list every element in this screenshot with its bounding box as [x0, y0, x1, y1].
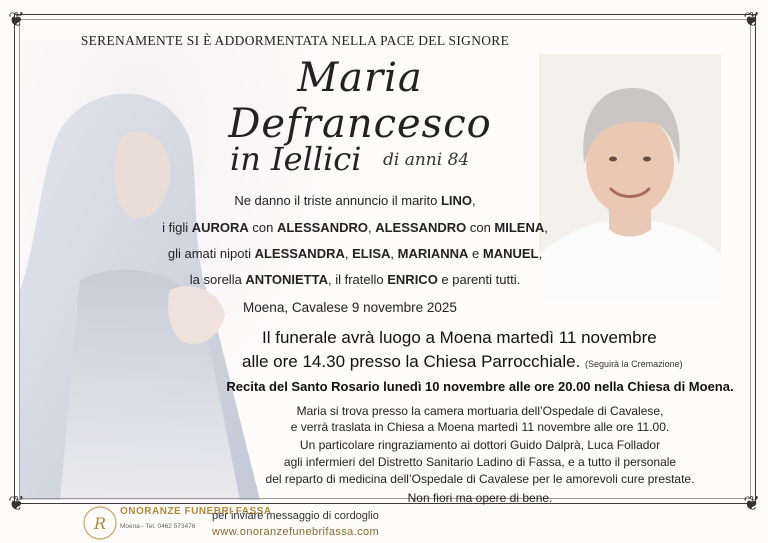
svg-text:R: R [93, 514, 107, 533]
announcement-line: Ne danno il triste annuncio il marito LINO, [234, 193, 476, 208]
announcement-line: i figli AURORA con ALESSANDRO, ALESSANDRO con MILENA, [162, 220, 548, 235]
brand-contact: Moena - Tel. 0462 573476 [120, 523, 196, 530]
place-date: Moena, Cavalese 9 novembre 2025 [243, 300, 457, 315]
brand-name: ONORANZE FUNEBRI FASSA [120, 506, 272, 517]
info-line: e verrà traslata in Chiesa a Moena martedì 11 novembre alle ore 11.00. [290, 420, 670, 434]
age-text: di anni 84 [383, 150, 470, 170]
info-line: Non fiori ma opere di bene. [407, 491, 553, 505]
flourish-icon: ❦ [743, 491, 760, 515]
rosary-line: Recita del Santo Rosario lunedì 10 novembre alle ore 20.00 nella Chiesa di Moena. [226, 379, 734, 394]
website-link[interactable]: www.onoranzefunebrifassa.com [212, 526, 380, 538]
info-line: agli infermieri del Distretto Sanitario Ladino di Fassa, e a tutto il personale [283, 455, 677, 469]
monogram-logo-icon [80, 505, 120, 541]
funeral-line: Il funerale avrà luogo a Moena martedì 11 novembre [262, 328, 657, 347]
condolence-prompt: per inviare messaggio di cordoglio [212, 510, 379, 522]
flourish-icon: ❦ [8, 7, 25, 31]
announcement-line: la sorella ANTONIETTA, il fratello ENRICO e parenti tutti. [189, 272, 521, 287]
info-line: Un particolare ringraziamento ai dottori Guido Dalprà, Luca Follador [299, 438, 661, 452]
cremation-note: (Seguirà la Cremazione) [585, 359, 683, 369]
info-line: Maria si trova presso la camera mortuaria dell’Ospedale di Cavalese, [296, 404, 664, 418]
info-line: del reparto di medicina dell’Ospedale di Cavalese per le amorevoli cure prestate. [265, 472, 695, 486]
flourish-icon: ❦ [8, 491, 25, 515]
funeral-line: alle ore 14.30 presso la Chiesa Parrocchiale. (Seguirà la Cremazione) [242, 352, 683, 371]
deceased-name: Maria Defrancesco [228, 55, 492, 147]
married-name: in Iellici [230, 140, 362, 178]
announcement-line: gli amati nipoti ALESSANDRA, ELISA, MARIANNA e MANUEL, [167, 246, 543, 261]
intro-line: SERENAMENTE SI È ADDORMENTATA NELLA PACE DEL SIGNORE [80, 33, 510, 48]
portrait-photo [539, 54, 721, 302]
flourish-icon: ❦ [743, 7, 760, 31]
